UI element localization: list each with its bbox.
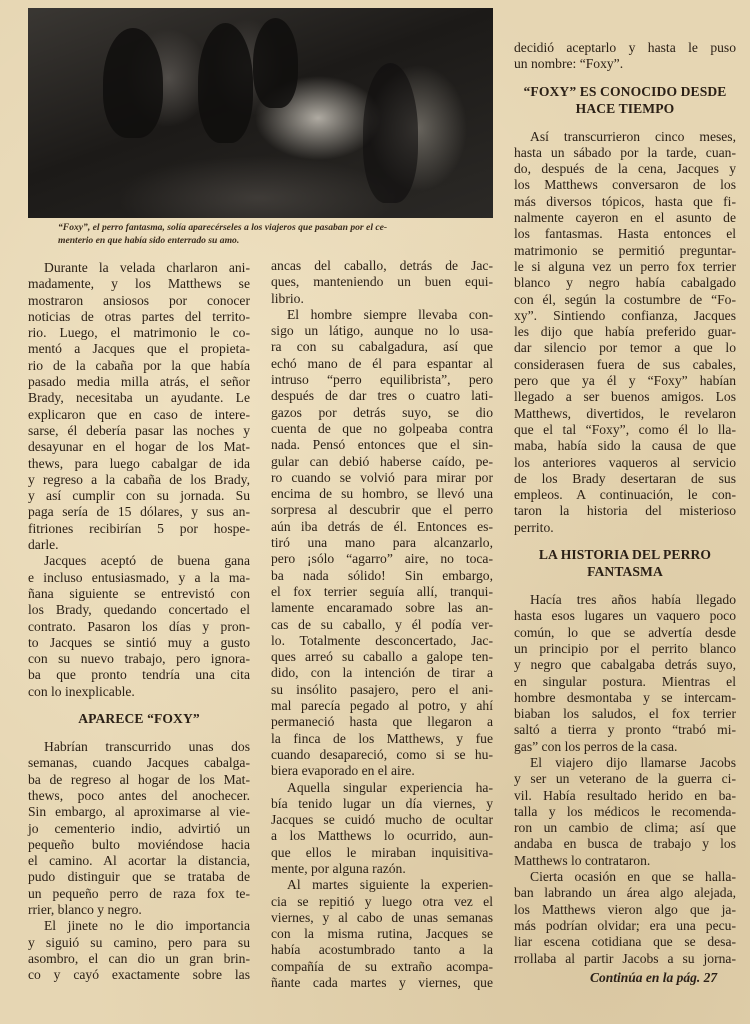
text-line: lamente encaramado sobre las an- — [271, 600, 493, 616]
article-photo-ghost-dog — [28, 8, 493, 218]
text-line: los anteriores vaqueros al servicio — [514, 454, 736, 470]
text-line: echó mano de él para espantar al — [271, 355, 493, 371]
text-line: pasado media milla atrás, el señor — [28, 374, 250, 390]
text-line: El hombre siempre llevaba con- — [287, 306, 493, 322]
text-line: rio de la cabaña por la que había — [28, 357, 250, 373]
text-line: permaneció hasta que llegaron a — [271, 714, 493, 730]
text-line: ñana siguiente se entrevistó con — [28, 585, 250, 601]
text-line: Matthews, divertidos, le revelaron — [514, 405, 736, 421]
text-line: ro cuando se volvió para mirar por — [271, 469, 493, 485]
paragraph — [271, 780, 493, 878]
text-line: pudo distinguir que se trataba de — [28, 869, 250, 885]
text-line: to Jacques se sintió muy a gusto — [28, 634, 250, 650]
text-line: aún iba detrás de él. Entonces es- — [271, 518, 493, 534]
text-line: viernes, y al cabo de unas semanas — [271, 909, 493, 925]
text-line: ñante cada martes y viernes, que — [271, 975, 493, 991]
text-line: sorpresa al descubrir que el perro — [271, 502, 493, 518]
paragraph — [514, 755, 736, 869]
text-line: andaba en busca de trabajo y los — [514, 836, 736, 852]
text-line: jo cementerio indio, advirtió un — [28, 820, 250, 836]
text-line: los Matthews vieron algo que ja- — [514, 901, 736, 917]
text-line: ancas del caballo, detrás de Jac- — [271, 258, 493, 273]
photo-rider-figure — [198, 23, 253, 143]
heading-line: APARECE “FOXY” — [78, 711, 200, 727]
text-line: contrato. Pasaron los días y pron- — [28, 618, 250, 634]
paragraph — [28, 260, 250, 553]
paragraph — [28, 918, 250, 983]
text-line: de los Brady desertaran de sus — [514, 470, 736, 486]
text-line: que ellos le miraban inquisitiva- — [271, 844, 493, 860]
text-line: ban labrando un área algo alejada, — [514, 885, 736, 901]
text-line: tiró una mano para alcanzarlo, — [271, 535, 493, 551]
text-line: asombro, el can dio un gran brin- — [28, 950, 250, 966]
text-line: les dijo que había preferido guar- — [514, 324, 736, 340]
text-line: el fox terrier seguía allí, tranqui- — [271, 583, 493, 599]
text-line: pequeño bulto moviéndose hacia — [28, 836, 250, 852]
text-line: librio. — [271, 290, 304, 306]
text-line: Así transcurrieron cinco meses, — [530, 128, 736, 144]
photo-rider-figure — [253, 18, 298, 108]
text-line: el camino. Al acortar la distancia, — [28, 853, 250, 869]
text-line: hasta un sábado por la tarde, cuan- — [514, 144, 736, 160]
text-line: su insólito pasajero, pero el ani- — [271, 681, 493, 697]
text-line: sigo un látigo, aunque no lo usa- — [271, 323, 493, 339]
paragraph — [514, 869, 736, 967]
text-line: xy”. Sintiendo confianza, Jacques — [514, 307, 736, 323]
text-line: Jacques se cuidó mucho de ocultar — [271, 812, 493, 828]
text-line: maba, había sido la causa de que — [514, 438, 736, 454]
paragraph — [28, 553, 250, 700]
text-line: ques, manteniendo un buen equi- — [271, 274, 493, 290]
text-line: Habrían transcurrido unas dos — [44, 739, 250, 755]
text-line: talla y los médicos le recomenda- — [514, 803, 736, 819]
text-line: pero ¡sólo “agarro” aire, no toca- — [271, 551, 493, 567]
text-line: los Matthews conversaron de los — [514, 177, 736, 193]
paragraph — [514, 129, 736, 536]
text-line: empleos. A continuación, le con- — [514, 487, 736, 503]
text-line: blanco y negro había cabalgado — [514, 275, 736, 291]
text-line: desayunar en el hogar de los Mat- — [28, 439, 250, 455]
text-line: ba de regreso al hogar de los Mat- — [28, 771, 250, 787]
text-line: e incluso entusiasmado, y a la ma- — [28, 569, 250, 585]
text-line: matrimonio se permitió preguntar- — [514, 242, 736, 258]
heading-line: “FOXY” ES CONOCIDO DESDE — [523, 83, 727, 99]
text-line: cia se repitió y luego otra vez el — [271, 893, 493, 909]
text-line: gular can debió haberse caído, pe- — [271, 453, 493, 469]
text-line: dido, con la intención de tirar a — [271, 665, 493, 681]
text-line: Jacques aceptó de buena gana — [44, 553, 250, 569]
text-line: darle. — [28, 537, 59, 553]
photo-caption — [58, 222, 478, 247]
text-line: ba nada sólido! Sin embargo, — [271, 567, 493, 583]
paragraph — [28, 739, 250, 918]
text-line: rrollaba al partir Jacobs a su jorna- — [514, 950, 736, 966]
text-line: intruso “perro equilibrista”, pero — [271, 372, 493, 388]
text-line: y ser un veterano de la guerra ci- — [514, 771, 736, 787]
text-line: más podrían olvidar; era una pecu- — [514, 917, 736, 933]
text-line: común, lo que se advertía desde — [514, 624, 736, 640]
text-line: encima de su hombro, se llevó una — [271, 486, 493, 502]
text-line: sarse, él debería pasar las noches y — [28, 422, 250, 438]
text-line: un nombre: “Foxy”. — [514, 56, 624, 72]
caption-line: menterio en que había sido enterrado su amo. — [58, 234, 240, 246]
text-line: mentó a Jacques que el propieta- — [28, 341, 250, 357]
text-line: mal parecía pegado al potro, y ahí — [271, 698, 493, 714]
photo-rider-figure — [103, 28, 163, 138]
text-line: Sin embargo, al aproximarse al vie- — [28, 804, 250, 820]
article-column-2 — [271, 258, 493, 991]
text-line: bía tenido lugar un día viernes, y — [271, 795, 493, 811]
text-line: considerasen fuera de sus cabales, — [514, 356, 736, 372]
text-line: perrito. — [514, 519, 554, 535]
text-line: El jinete no le dio importancia — [44, 918, 250, 934]
text-line: ques arreó su caballo a galope ten- — [271, 649, 493, 665]
text-line: cas de su caballo, y él podía ver- — [271, 616, 493, 632]
text-line: biaban los saludos, el fox terrier — [514, 706, 736, 722]
text-line: y regreso a la cabaña de los Brady, — [28, 471, 250, 487]
text-line: había acostumbrado tanto a la — [271, 942, 493, 958]
text-line: Al martes siguiente la experien- — [287, 877, 493, 893]
text-line: Cierta ocasión en que se halla- — [530, 869, 736, 885]
paragraph — [271, 877, 493, 991]
article-column-1 — [28, 260, 250, 983]
text-line: ra con su cabalgadura, así que — [271, 339, 493, 355]
text-line: rio. Luego, el matrimonio le co- — [28, 325, 250, 341]
text-line: un pequeño perro de raza fox te- — [28, 885, 250, 901]
text-line: madamente, y los Matthews se — [28, 276, 250, 292]
text-line: mente, por alguna razón. — [271, 860, 406, 876]
text-line: y negro que cabalgaba detrás suyo, — [514, 657, 736, 673]
text-line: pero que ya él y “Foxy” habían — [514, 373, 736, 389]
paragraph — [271, 258, 493, 307]
text-line: los Brady, quedando concertado el — [28, 602, 250, 618]
text-line: cuenta de que no golpeaba contra — [271, 420, 493, 436]
text-line: a los Matthews lo ocurrido, aun- — [271, 828, 493, 844]
text-line: liar escena cotidiana que se desa- — [514, 934, 736, 950]
text-line: los fantasmas. Hasta entonces el — [514, 226, 736, 242]
continuation-note: Continúa en la pág. 27 — [590, 970, 718, 985]
text-line: hombre desmontaba y se intercam- — [514, 689, 736, 705]
text-line: cuando desapareció, como si se hu- — [271, 746, 493, 762]
paragraph — [514, 40, 736, 73]
text-line: le si alguna vez un perro fox terrier — [514, 258, 736, 274]
text-line: Brady, necesitaba un ayudante. Le — [28, 390, 250, 406]
article-column-3 — [514, 40, 736, 967]
text-line: con su nuevo trabajo, pero ignora- — [28, 651, 250, 667]
text-line: con la misma rutina, Jacques se — [271, 926, 493, 942]
text-line: taron la historia del misterioso — [514, 503, 736, 519]
text-line: con lo inexplicable. — [28, 683, 135, 699]
text-line: Matthews lo contrataron. — [514, 852, 651, 868]
text-line: gazos por detrás suyo, se dio — [271, 404, 493, 420]
text-line: compañía de su extraño acompa- — [271, 958, 493, 974]
text-line: la finca de los Matthews, y fue — [271, 730, 493, 746]
text-line: fitriones recibirían 5 por hospe- — [28, 520, 250, 536]
text-line: gas” con los perros de la casa. — [514, 738, 678, 754]
text-line: noticias de otras partes del territo- — [28, 308, 250, 324]
text-line: y siguió su camino, pero para su — [28, 934, 250, 950]
section-heading — [514, 546, 736, 580]
text-line: ron un cambio de clima; así que — [514, 820, 736, 836]
text-line: thews, para luego cabalgar de ida — [28, 455, 250, 471]
text-line: Aquella singular experiencia ha- — [287, 779, 493, 795]
photo-dog-figure — [363, 63, 418, 203]
text-line: co y cayó exactamente sobre las — [28, 967, 250, 983]
text-line: biera evaporado en el aire. — [271, 763, 415, 779]
text-line: vil. Había resultado herido en ba- — [514, 787, 736, 803]
text-line: nada. Pensó entonces que el sin- — [271, 437, 493, 453]
text-line: con él, según la costumbre de “Fo- — [514, 291, 736, 307]
text-line: semanas, cuando Jacques cabalga- — [28, 755, 250, 771]
caption-line: “Foxy”, el perro fantasma, solía aparecérseles a los viajeros que pasaban por el ce- — [58, 222, 388, 233]
heading-line: HACE TIEMPO — [575, 100, 675, 116]
text-line: thews, poco antes del anochecer. — [28, 787, 250, 803]
text-line: explicaron que en caso de intere- — [28, 406, 250, 422]
text-line: y así cumplir con su jornada. Su — [28, 488, 250, 504]
heading-line: FANTASMA — [587, 564, 663, 580]
text-line: lo. Totalmente desconcertado, Jac- — [271, 632, 493, 648]
text-line: nalmente cayeron en el asunto de — [514, 210, 736, 226]
text-line: mostraron ansiosos por conocer — [28, 292, 250, 308]
section-heading — [514, 83, 736, 117]
text-line: Durante la velada charlaron ani- — [44, 260, 250, 275]
text-line: que el tal “Foxy”, como él lo lla- — [514, 421, 736, 437]
text-line: hasta esos lugares un vaquero poco — [514, 608, 736, 624]
text-line: llegado a ser buenos amigos. Los — [514, 389, 736, 405]
paragraph — [271, 307, 493, 780]
text-line: más diversos tópicos, hasta que fi- — [514, 193, 736, 209]
paragraph — [514, 592, 736, 755]
text-line: do, después de la cena, Jacques y — [514, 161, 736, 177]
text-line: saltó a tierra y pronto “trabó mi- — [514, 722, 736, 738]
section-heading — [28, 710, 250, 727]
text-line: decidió aceptarlo y hasta le puso — [514, 40, 736, 55]
text-line: rrier, blanco y negro. — [28, 901, 142, 917]
text-line: en singular postura. Mientras el — [514, 673, 736, 689]
text-line: dar silencio por temor a que lo — [514, 340, 736, 356]
text-line: El viajero dijo llamarse Jacobs — [530, 754, 736, 770]
text-line: un principio por el perrito blanco — [514, 640, 736, 656]
heading-line: LA HISTORIA DEL PERRO — [538, 547, 712, 563]
text-line: Hacía tres años había llegado — [530, 592, 736, 608]
text-line: después de dar tres o cuatro lati- — [271, 388, 493, 404]
text-line: paga sería de 15 dólares, y sus an- — [28, 504, 250, 520]
text-line: ba que pronto tendría una cita — [28, 667, 250, 683]
